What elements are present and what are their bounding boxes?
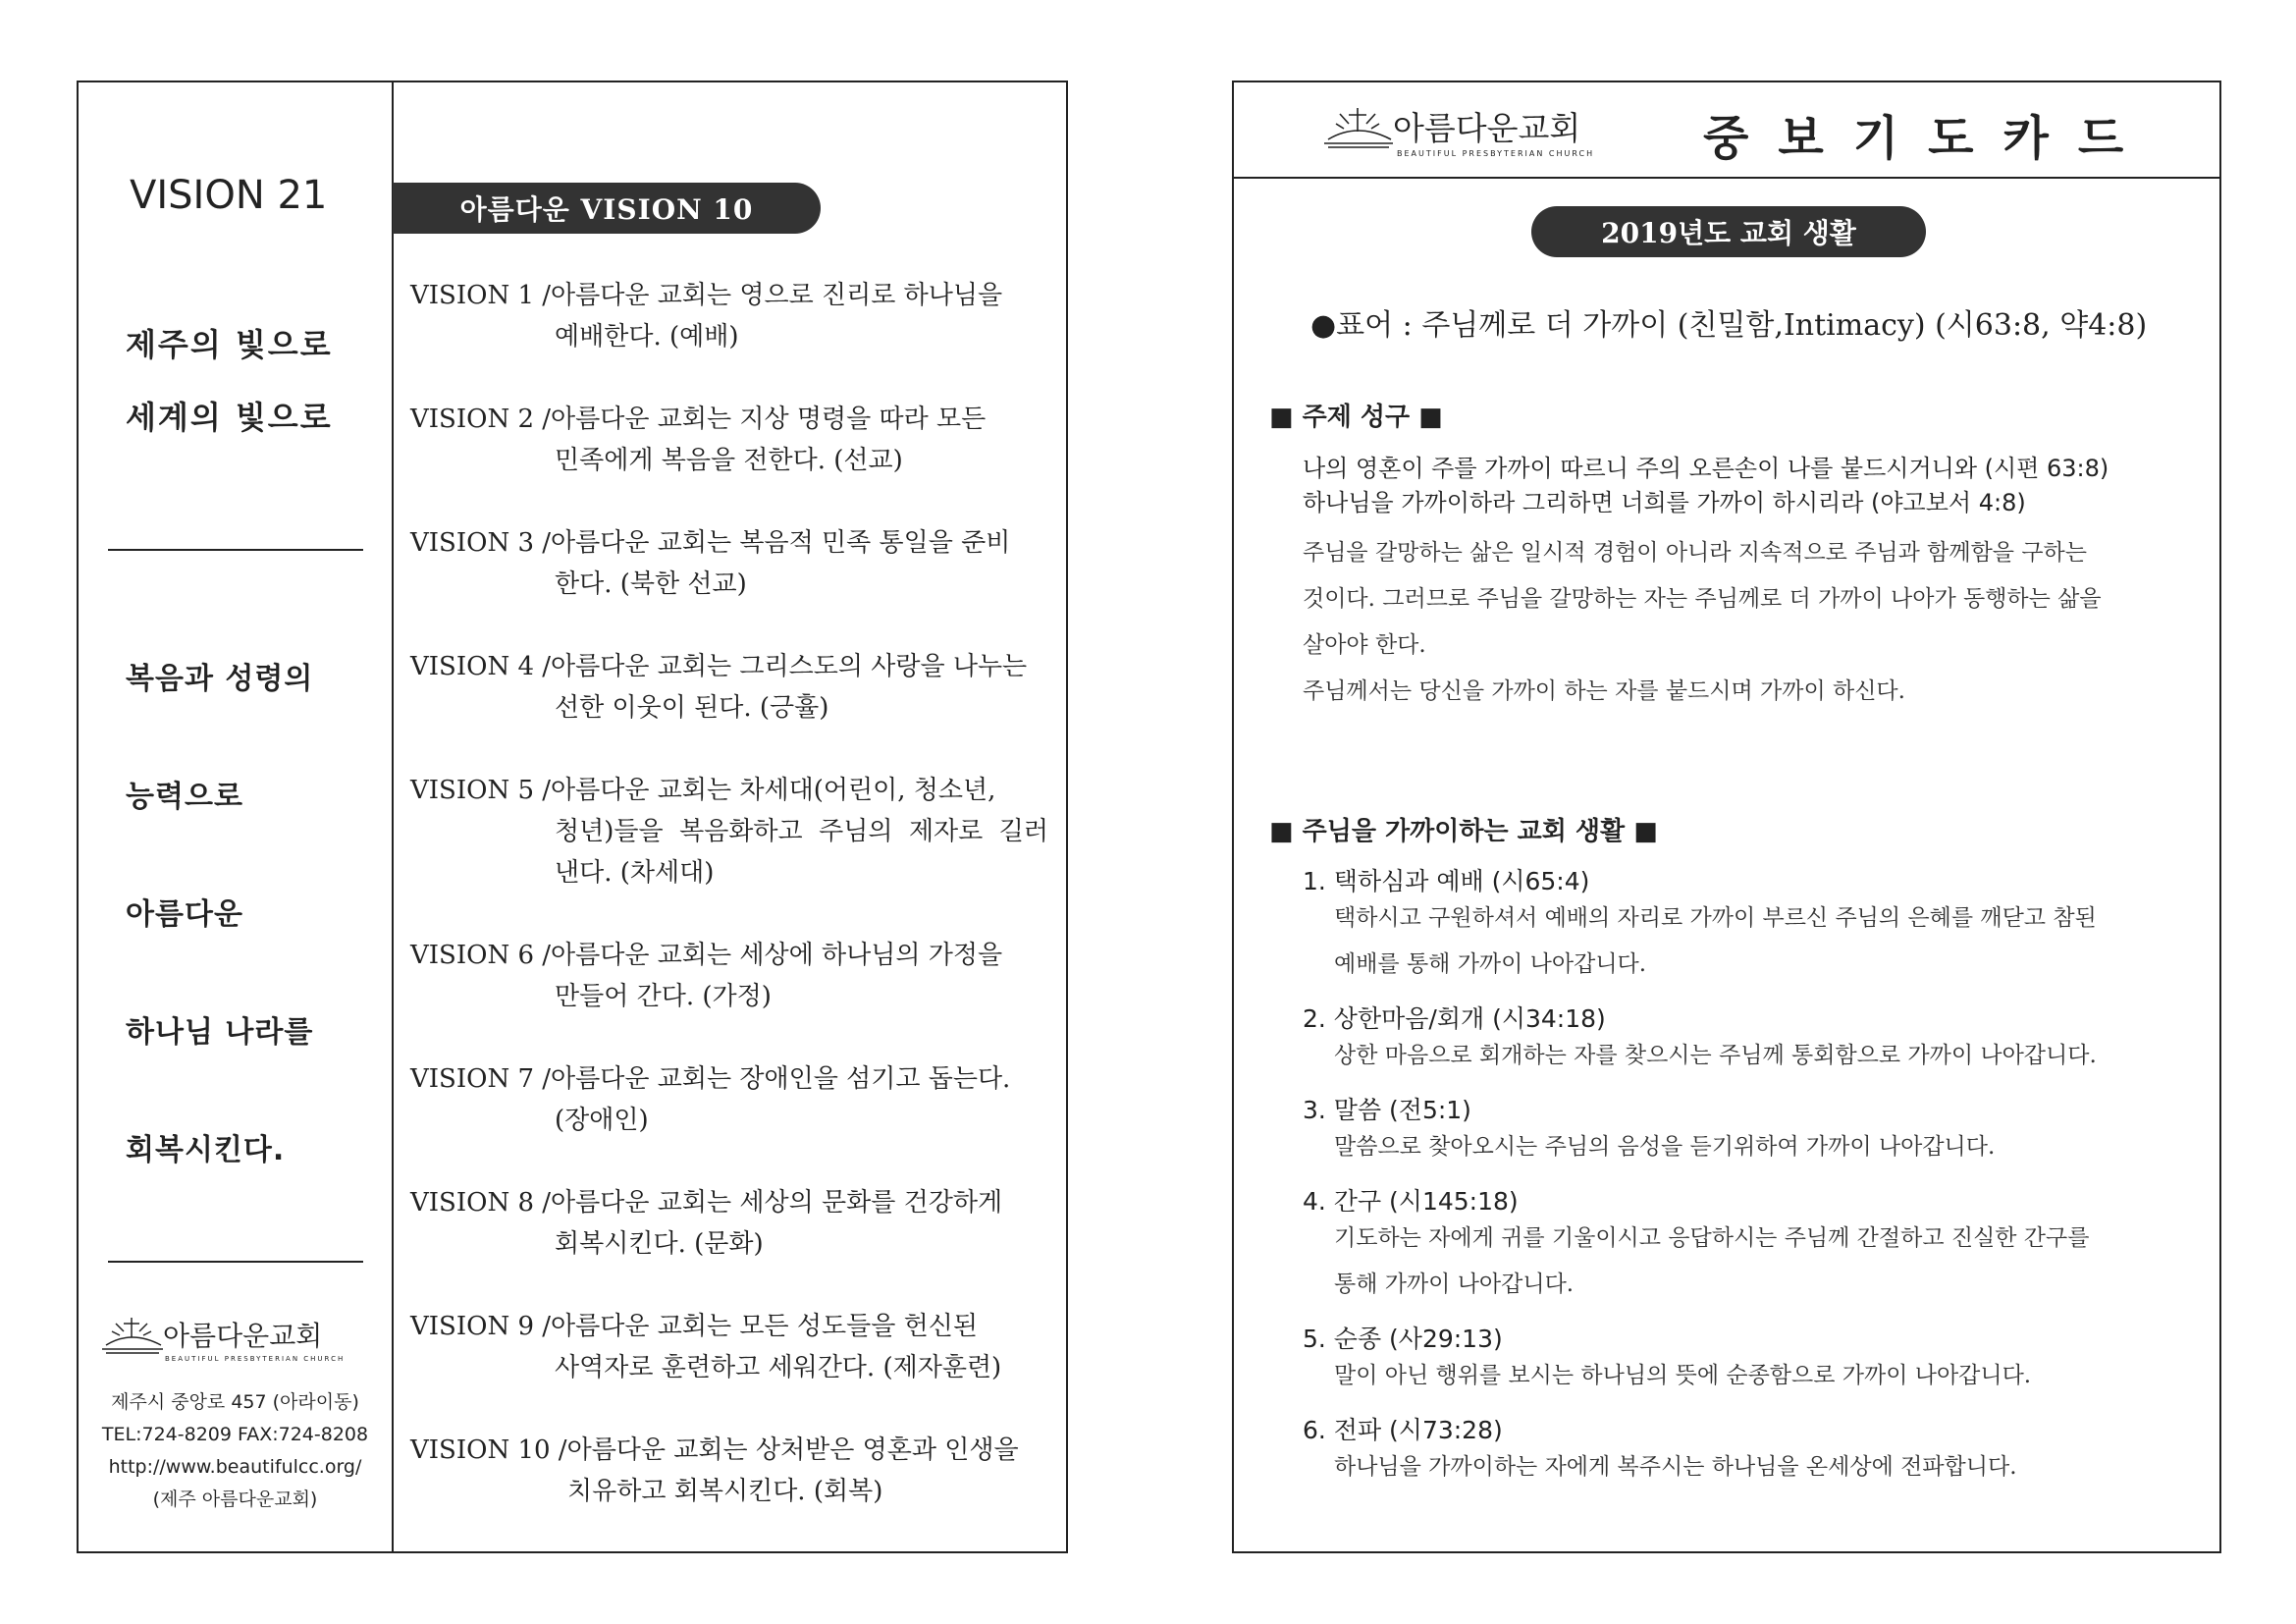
website-link[interactable]: http://www.beautifulcc.org/: [108, 1456, 362, 1478]
vision-label: VISION 10 /: [410, 1435, 567, 1465]
life-item-desc: 말씀으로 찾아오시는 주님의 음성을 듣기위하여 가까이 나아갑니다.: [1334, 1134, 1996, 1160]
svg-text:아름다운교회: 아름다운교회: [163, 1320, 323, 1352]
vision-text: 아름다운 교회는 세상에 하나님의 가정을: [551, 941, 1003, 970]
vision-text: 아름다운 교회는 그리스도의 사랑을 나누는: [551, 652, 1028, 681]
vision-label: VISION 4 /: [410, 652, 552, 681]
life-item-desc: 하나님을 가까이하는 자에게 복주시는 하나님을 온세상에 전파합니다.: [1334, 1454, 2017, 1480]
vision-text: 아름다운 교회는 복음적 민족 통일을 준비: [551, 528, 1011, 558]
vision-label: VISION 7 /: [410, 1064, 552, 1094]
gospel-line-5: 회복시킨다.: [126, 1133, 286, 1167]
vision-item: [410, 1430, 1048, 1512]
gospel-line-1: 복음과 성령의: [126, 662, 314, 696]
vision-text: 아름다운 교회는 상처받은 영혼과 인생을: [566, 1435, 1019, 1465]
vision-item: [410, 522, 1048, 605]
life-item-title: 3. 말씀 (전5:1): [1303, 1096, 1471, 1124]
vision-text-continued: 청년)들을 복음화하고 주님의 제자로 길러 낸다. (차세대): [555, 817, 1048, 888]
prayer-card-panel: [1232, 81, 2221, 1553]
vision-text-continued: (장애인): [555, 1106, 649, 1135]
slogan-line-1: 제주의 빛으로: [126, 326, 333, 363]
vision-panel: [77, 81, 1068, 1553]
vision-label: VISION 1 /: [410, 281, 552, 310]
theme-body-2: 것이다. 그러므로 주님을 갈망하는 자는 주님께로 더 가까이 나아가 동행하는 삶을: [1303, 586, 2102, 612]
life-item-title: 5. 순종 (사29:13): [1303, 1325, 1503, 1353]
gospel-line-4: 하나님 나라를: [126, 1015, 314, 1050]
vision-item: [410, 935, 1048, 1017]
theme-body-3: 살아야 한다.: [1303, 632, 1426, 658]
vision-label: VISION 6 /: [410, 941, 552, 970]
vision-text-continued: 민족에게 복음을 전한다. (선교): [555, 446, 903, 475]
life-item-desc: 택하시고 구원하셔서 예배의 자리로 가까이 부르신 주님의 은혜를 깨닫고 참된: [1334, 905, 2097, 931]
gospel-line-2: 능력으로: [126, 780, 243, 814]
church-logo: [1324, 102, 1640, 161]
year-title: 2019년도 교회 생활: [1531, 206, 1926, 257]
vision-item: [410, 1182, 1048, 1265]
vision-item: [410, 1306, 1048, 1388]
life-item-title: 2. 상한마음/회개 (시34:18): [1303, 1004, 1606, 1033]
vision-item: [410, 275, 1048, 357]
vision21-title: VISION 21: [130, 173, 328, 218]
theme-body-4: 주님께서는 당신을 가까이 하는 자를 붙드시며 가까이 하신다.: [1303, 678, 1905, 704]
life-item-title: 4. 간구 (시145:18): [1303, 1187, 1519, 1216]
vision-text-continued: 선한 이웃이 된다. (긍휼): [555, 693, 829, 723]
theme-verse-1: 나의 영혼이 주를 가까이 따르니 주의 오른손이 나를 붙드시거니와 (시편 63:8): [1303, 455, 2109, 482]
life-item-desc: 상한 마음으로 회개하는 자를 찾으시는 주님께 통회함으로 가까이 나아갑니다.: [1334, 1043, 2097, 1068]
vision-text: 아름다운 교회는 영으로 진리로 하나님을: [551, 281, 1003, 310]
church-name: (제주 아름다운교회): [152, 1489, 318, 1510]
vision-text: 아름다운 교회는 차세대(어린이, 청소년,: [551, 776, 996, 805]
vision-item: [410, 646, 1048, 729]
vision-text: 아름다운 교회는 지상 명령을 따라 모든: [551, 405, 987, 434]
life-item-title: 6. 전파 (시73:28): [1303, 1416, 1503, 1444]
motto: ●표어 : 주님께로 더 가까이 (친밀함,Intimacy) (시63:8, 약4:8): [1310, 308, 2148, 343]
vision-text-continued: 한다. (북한 선교): [555, 569, 747, 599]
life-item-desc: 통해 가까이 나아갑니다.: [1334, 1272, 1575, 1297]
theme-section-title: ■ 주제 성구 ■: [1269, 403, 1443, 432]
theme-body-1: 주님을 갈망하는 삶은 일시적 경험이 아니라 지속적으로 주님과 함께함을 구하는: [1303, 540, 2087, 566]
svg-text:아름다운교회: 아름다운교회: [1393, 109, 1581, 147]
vision-label: VISION 3 /: [410, 528, 552, 558]
vision-label: VISION 9 /: [410, 1312, 552, 1341]
vision-text-continued: 회복시킨다. (문화): [555, 1229, 764, 1259]
vision10-header: 아름다운 VISION 10: [393, 183, 821, 234]
vision-text: 아름다운 교회는 장애인을 섬기고 돕는다.: [551, 1064, 1011, 1094]
vision-label: VISION 5 /: [410, 776, 552, 805]
vision-text-continued: 치유하고 회복시킨다. (회복): [567, 1477, 883, 1506]
svg-text:BEAUTIFUL PRESBYTERIAN CHURCH: BEAUTIFUL PRESBYTERIAN CHURCH: [165, 1355, 346, 1363]
vision-item: [410, 770, 1048, 893]
theme-verse-2: 하나님을 가까이하라 그리하면 너희를 가까이 하시리라 (야고보서 4:8): [1303, 489, 2026, 516]
vision-text-continued: 만들어 간다. (가정): [555, 982, 772, 1011]
life-item-desc: 예배를 통해 가까이 나아갑니다.: [1334, 951, 1647, 977]
phone: TEL:724-8209 FAX:724-8208: [101, 1424, 369, 1445]
life-section-title: ■ 주님을 가까이하는 교회 생활 ■: [1269, 817, 1658, 846]
vision-label: VISION 8 /: [410, 1188, 552, 1218]
vision-item: [410, 1058, 1048, 1141]
vision-text-continued: 예배한다. (예배): [555, 322, 739, 352]
address: 제주시 중앙로 457 (아라이동): [111, 1391, 359, 1413]
vision-text: 아름다운 교회는 모든 성도들을 헌신된: [551, 1312, 978, 1341]
card-header: [1234, 82, 2219, 179]
column-divider: [392, 82, 394, 1551]
vision-text-continued: 사역자로 훈련하고 세워간다. (제자훈련): [555, 1353, 1002, 1382]
vision-text: 아름다운 교회는 세상의 문화를 건강하게: [551, 1188, 1003, 1218]
divider-line: [108, 1261, 363, 1263]
life-item-desc: 말이 아닌 행위를 보시는 하나님의 뜻에 순종함으로 가까이 나아갑니다.: [1334, 1363, 2032, 1388]
vision-item: [410, 399, 1048, 481]
card-title: 중보기도카드: [1703, 111, 2154, 166]
church-logo: [102, 1310, 377, 1369]
life-item-title: 1. 택하심과 예배 (시65:4): [1303, 867, 1590, 895]
vision-label: VISION 2 /: [410, 405, 552, 434]
divider-line: [108, 549, 363, 551]
gospel-line-3: 아름다운: [126, 897, 243, 932]
svg-text:BEAUTIFUL PRESBYTERIAN CHURCH: BEAUTIFUL PRESBYTERIAN CHURCH: [1397, 149, 1595, 158]
slogan-line-2: 세계의 빛으로: [126, 399, 333, 436]
life-item-desc: 기도하는 자에게 귀를 기울이시고 응답하시는 주님께 간절하고 진실한 간구를: [1334, 1225, 2090, 1251]
